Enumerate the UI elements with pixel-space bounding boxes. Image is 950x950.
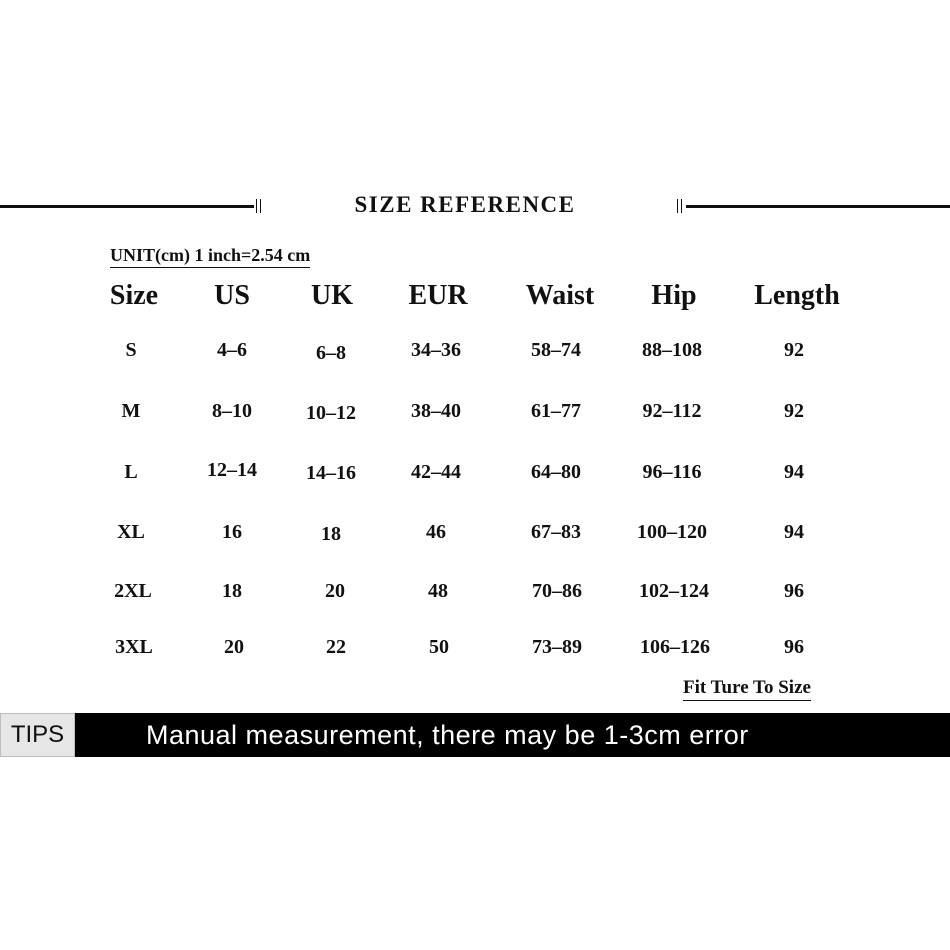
tips-label: TIPS	[0, 713, 75, 757]
column-header: US	[214, 280, 250, 311]
table-cell: 64–80	[531, 461, 581, 483]
column-header: Waist	[525, 280, 595, 311]
column-header: UK	[311, 280, 353, 311]
tips-message-bar	[75, 713, 950, 757]
table-cell: 34–36	[411, 339, 461, 361]
table-cell: 4–6	[217, 339, 247, 361]
table-cell: 92–112	[642, 400, 702, 422]
unit-note: UNIT(cm) 1 inch=2.54 cm	[110, 245, 310, 268]
table-cell: 94	[784, 461, 804, 483]
table-cell: 6–8	[316, 342, 346, 364]
table-cell: 38–40	[411, 400, 461, 422]
table-cell: 61–77	[531, 400, 581, 422]
table-cell: 42–44	[411, 461, 461, 483]
column-header: Size	[109, 280, 159, 311]
table-cell: 8–10	[212, 400, 252, 422]
title-rule-right	[686, 205, 950, 208]
table-cell: 94	[784, 521, 804, 543]
column-header: Length	[754, 280, 840, 311]
table-cell: 58–74	[531, 339, 581, 361]
table-cell: 67–83	[531, 521, 581, 543]
table-cell: 2XL	[114, 580, 152, 602]
table-cell: S	[125, 339, 137, 361]
table-cell: 92	[784, 400, 804, 422]
table-cell: 88–108	[642, 339, 702, 361]
table-cell: 14–16	[306, 462, 356, 484]
table-cell: 96	[784, 636, 804, 658]
table-cell: 70–86	[532, 580, 582, 602]
table-cell: 73–89	[532, 636, 582, 658]
table-cell: 16	[222, 521, 242, 543]
table-cell: 46	[426, 521, 446, 543]
table-cell: 18	[222, 580, 242, 602]
table-cell: 102–124	[639, 580, 709, 602]
table-cell: 96–116	[642, 461, 702, 483]
column-header: EUR	[408, 280, 468, 311]
table-cell: 96	[784, 580, 804, 602]
table-cell: 12–14	[207, 459, 257, 481]
table-cell: L	[124, 461, 138, 483]
table-cell: 20	[224, 636, 244, 658]
table-cell: 48	[428, 580, 448, 602]
page-title: SIZE REFERENCE	[354, 192, 576, 217]
table-cell: 3XL	[115, 636, 153, 658]
tips-message: Manual measurement, there may be 1-3cm error	[146, 719, 749, 750]
fit-note: Fit Ture To Size	[683, 677, 811, 701]
table-cell: XL	[117, 521, 145, 543]
title-rule-right-tick	[677, 199, 678, 213]
table-cell: 92	[784, 339, 804, 361]
table-cell: 22	[326, 636, 346, 658]
table-cell: 100–120	[637, 521, 707, 543]
table-cell: 10–12	[306, 402, 356, 424]
table-cell: 50	[429, 636, 449, 658]
column-header: Hip	[651, 280, 697, 311]
table-cell: 20	[325, 580, 345, 602]
table-cell: 106–126	[640, 636, 710, 658]
table-cell: 18	[321, 523, 341, 545]
table-cell: M	[121, 400, 141, 422]
title-rule-right-tick	[681, 199, 682, 213]
